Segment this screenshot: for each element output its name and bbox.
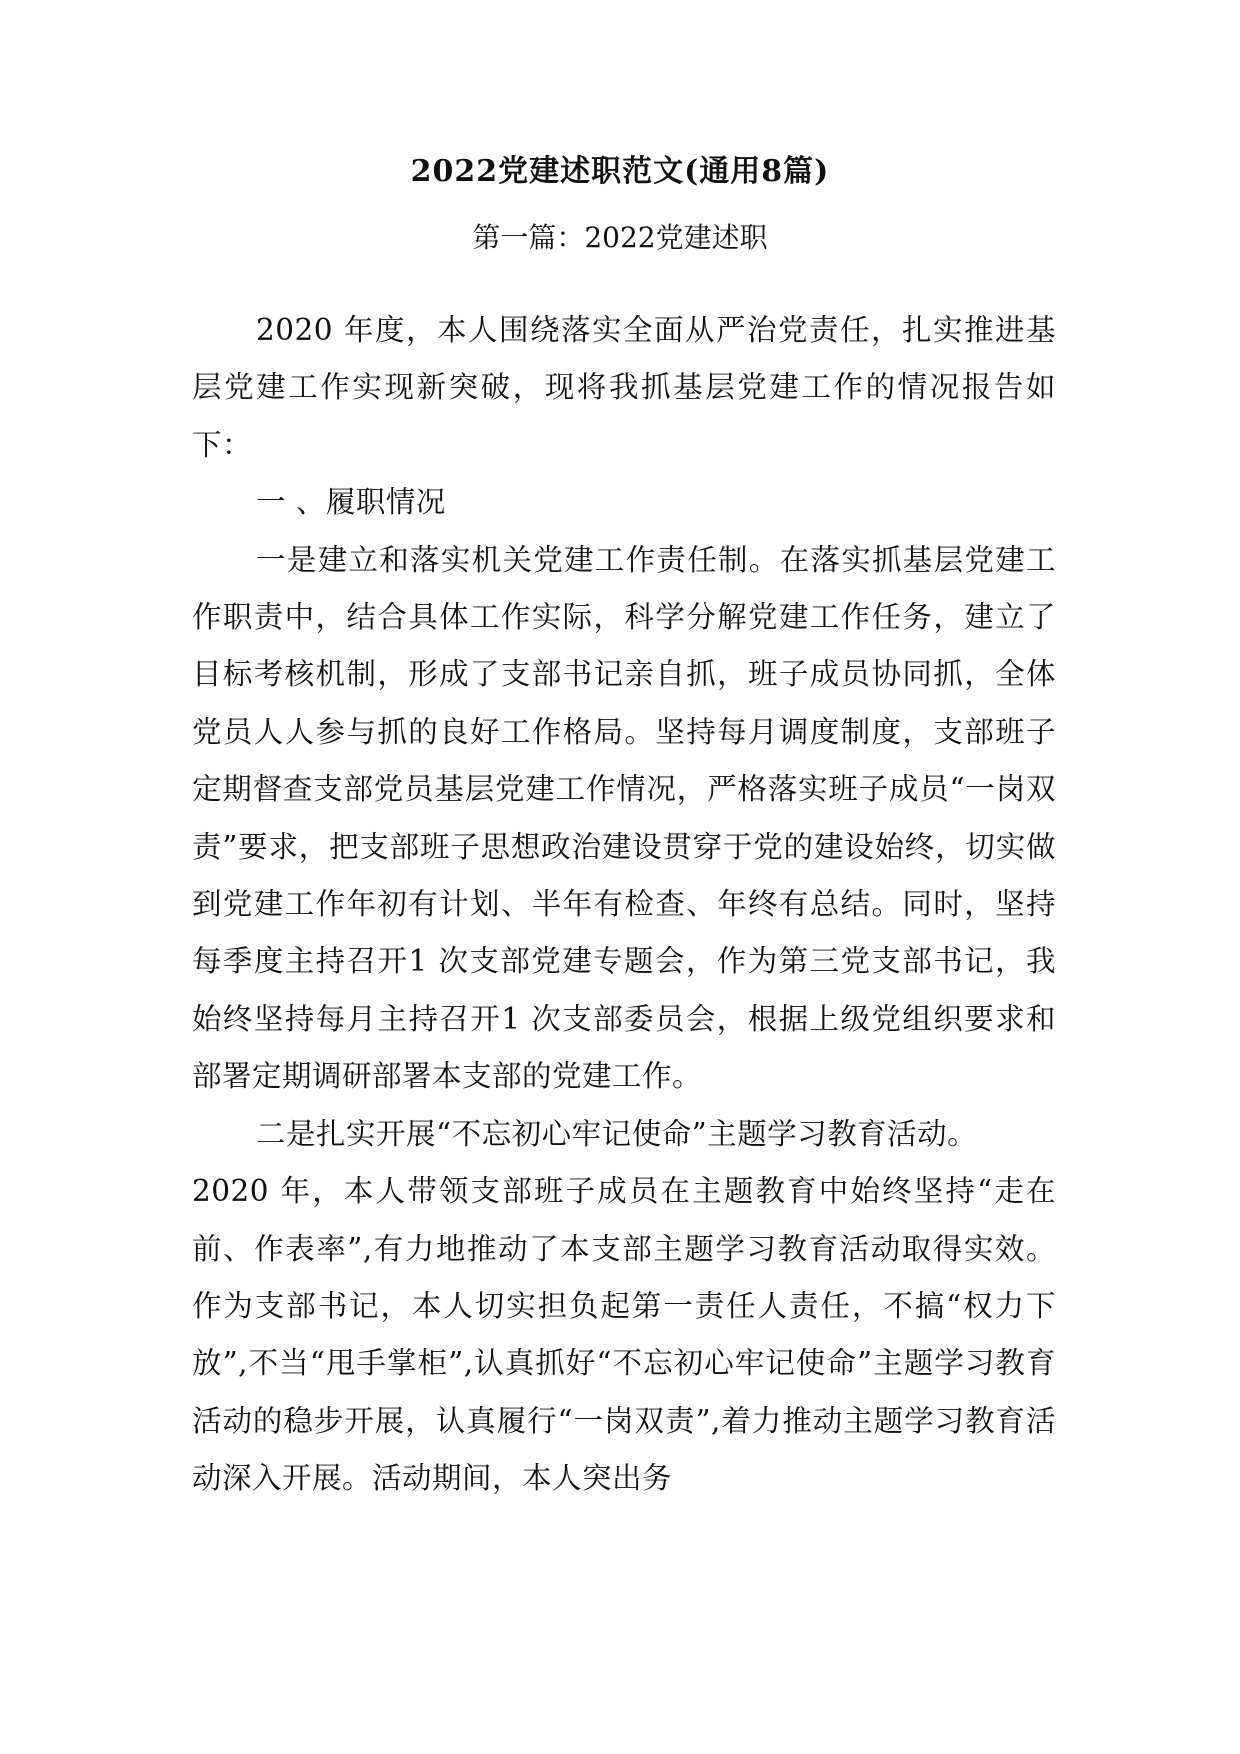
intro-paragraph: 2020 年度，本人围绕落实全面从严治党责任，扎实推进基层党建工作实现新突破，现将我抓基层党建工作的情况报告如下： — [192, 313, 1056, 462]
document-body — [192, 302, 1056, 1508]
section-heading: 一 、履职情况 — [256, 485, 446, 520]
body-paragraph: 二是扎实开展“不忘初心牢记使命”主题学习教育活动。 — [256, 1116, 978, 1151]
body-paragraph: 2020 年，本人带领支部班子成员在主题教育中始终坚持“走在前、作表率”,有力地推动了本支部主题学习教育活动取得实效。作为支部书记，本人切实担负起第一责任人责任，不搞“权力下放”,不当“甩手掌柜”,认真抓好“不忘初心牢记使命”主题学习教育活动的稳步开展，认真履行“一岗双责”,着力推动主题学习教育活动深入开展。活动期间，本人突出务 — [192, 1174, 1056, 1496]
document-title: 2022党建述职范文(通用8篇) — [410, 154, 830, 189]
body-paragraph: 一是建立和落实机关党建工作责任制。在落实抓基层党建工作职责中，结合具体工作实际，科学分解党建工作任务，建立了目标考核机制，形成了支部书记亲自抓，班子成员协同抓，全体党员人人参与抓的良好工作格局。坚持每月调度制度，支部班子定期督查支部党员基层党建工作情况，严格落实班子成员“一岗双责”要求，把支部班子思想政治建设贯穿于党的建设始终，切实做到党建工作年初有计划、半年有检查、年终有总结。同时，坚持每季度主持召开1 次支部党建专题会，作为第三党支部书记，我始终坚持每月主持召开1 次支部委员会，根据上级党组织要求和部署定期调研部署本支部的党建工作。 — [192, 542, 1056, 1094]
section-title: 第一篇：2022党建述职 — [472, 221, 768, 254]
